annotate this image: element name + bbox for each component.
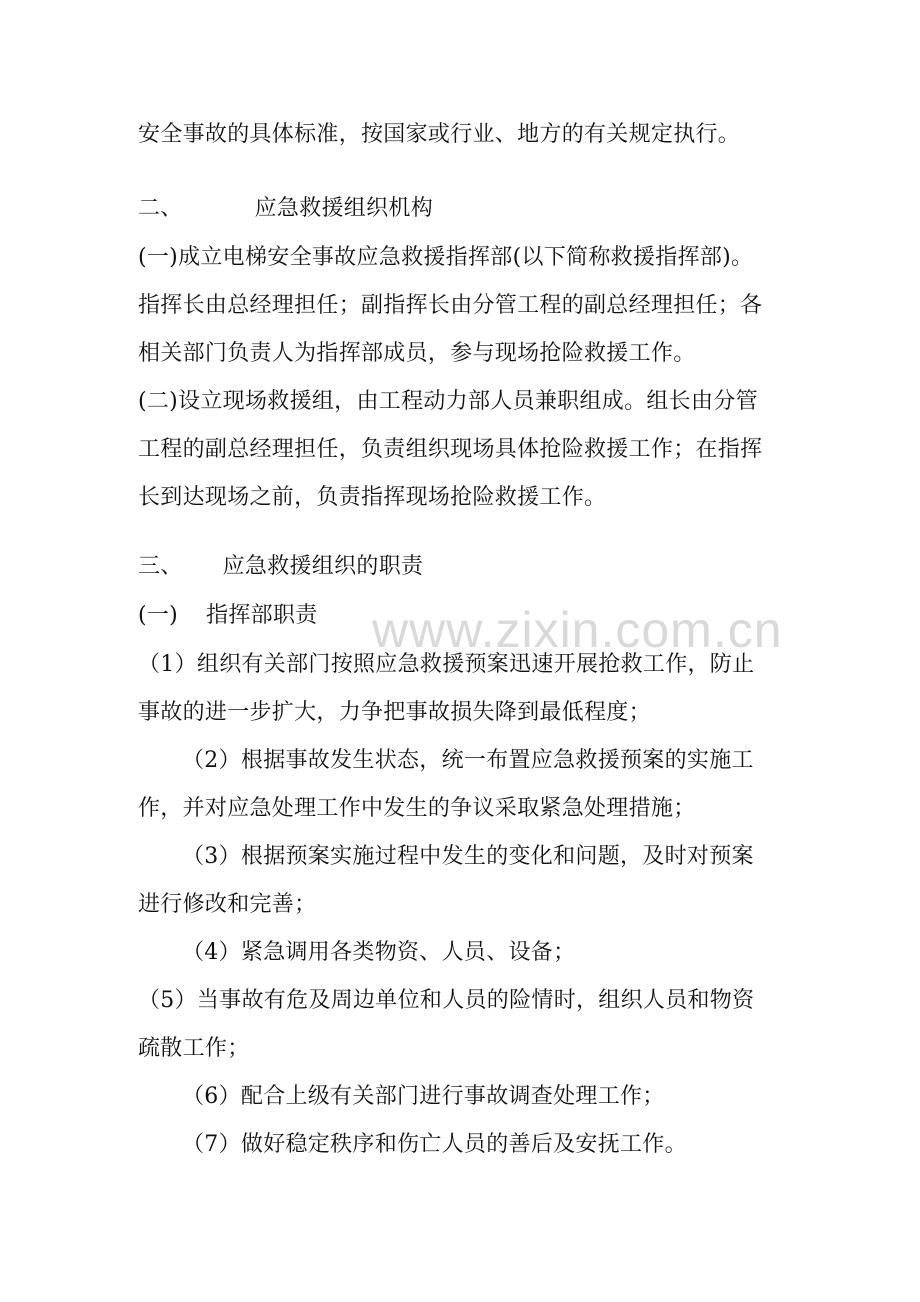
list-item-line: 作，并对应急处理工作中发生的争议采取紧急处理措施； — [138, 796, 696, 821]
list-item-line: 疏散工作； — [138, 1036, 250, 1061]
watermark: www.zixin.com.cn — [372, 602, 783, 658]
paragraph-line: (一)成立电梯安全事故应急救援指挥部(以下简称救援指挥部)。 — [138, 245, 754, 270]
section-title: 应急救援组织机构 — [254, 196, 434, 221]
paragraph-line: 指挥长由总经理担任；副指挥长由分管工程的副总经理担任；各 — [138, 293, 763, 318]
list-item-line: （7）做好稳定秩序和伤亡人员的善后及安抚工作。 — [182, 1132, 687, 1157]
list-item-line: （5）当事故有危及周边单位和人员的险情时，组织人员和物资 — [138, 988, 755, 1013]
subsection-heading — [138, 601, 318, 631]
section-title: 应急救援组织的职责 — [222, 554, 424, 579]
list-item-line: 进行修改和完善； — [138, 892, 317, 917]
section-number: 二、 — [138, 196, 183, 221]
list-item-line: 事故的进一步扩大，力争把事故损失降到最低程度； — [138, 700, 651, 725]
list-item-line: （6）配合上级有关部门进行事故调查处理工作； — [182, 1084, 665, 1109]
paragraph-line: 长到达现场之前，负责指挥现场抢险救援工作。 — [138, 485, 607, 510]
section-heading-2 — [138, 194, 433, 224]
section-number: 三、 — [138, 554, 183, 579]
subsection-number: (一) — [138, 603, 179, 628]
list-item-line: （4）紧急调用各类物资、人员、设备； — [182, 940, 576, 965]
subsection-title: 指挥部职责 — [206, 603, 318, 628]
paragraph-line: 工程的副总经理担任，负责组织现场具体抢险救援工作；在指挥 — [138, 437, 763, 462]
section-heading-3 — [138, 552, 423, 582]
list-item-line: （2）根据事故发生状态，统一布置应急救援预案的实施工 — [182, 748, 754, 773]
paragraph-line: (二)设立现场救援组，由工程动力部人员兼职组成。组长由分管 — [138, 389, 758, 414]
list-item-line: （3）根据预案实施过程中发生的变化和问题，及时对预案 — [182, 844, 754, 869]
paragraph-line: 安全事故的具体标准，按国家或行业、地方的有关规定执行。 — [138, 122, 741, 147]
paragraph-line: 相关部门负责人为指挥部成员，参与现场抢险救援工作。 — [138, 341, 696, 366]
list-item-line: （1）组织有关部门按照应急救援预案迅速开展抢救工作，防止 — [138, 652, 755, 677]
